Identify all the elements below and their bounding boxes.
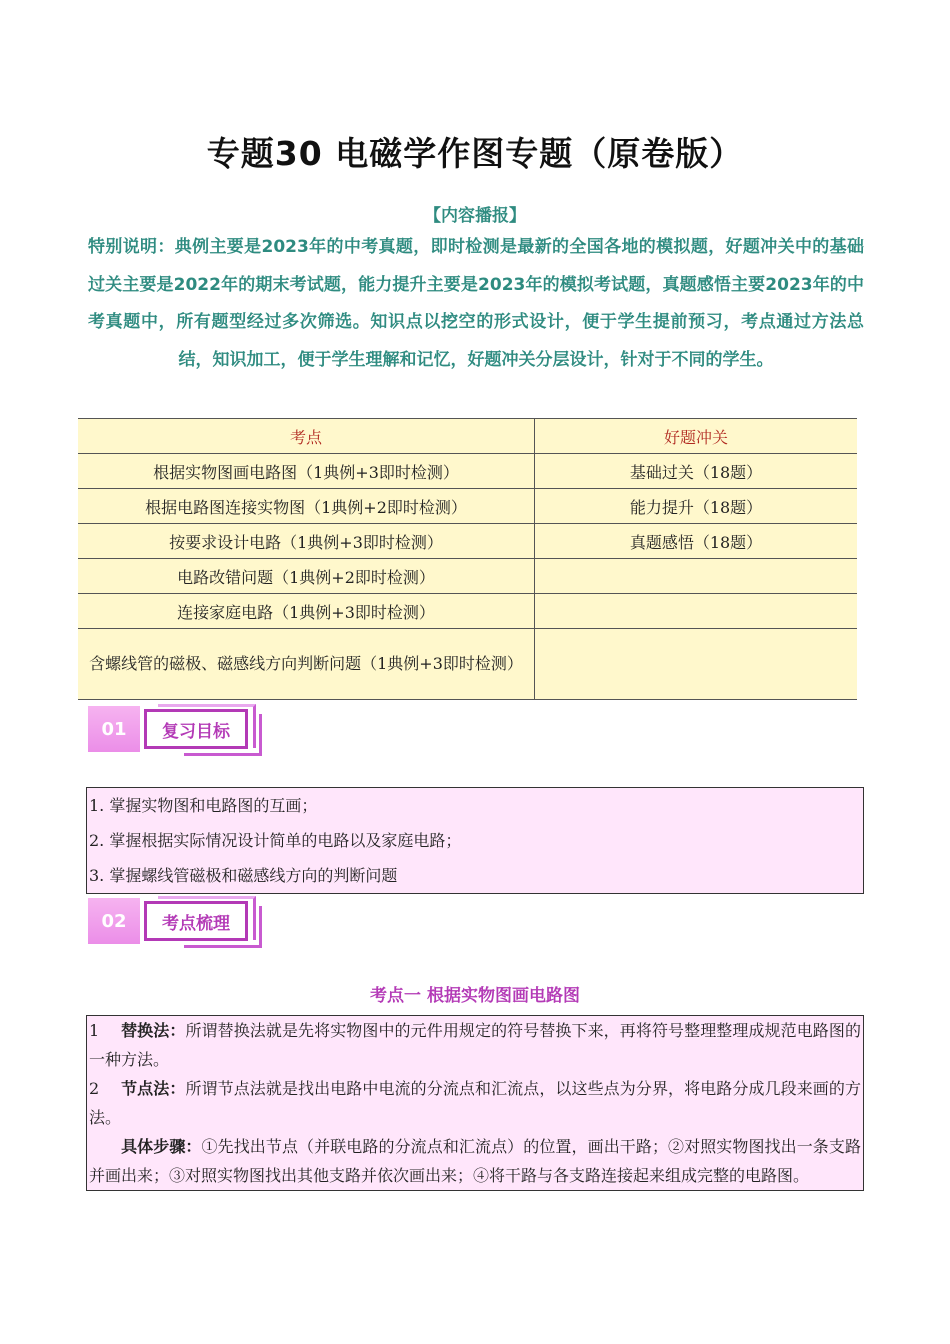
table-cell: 连接家庭电路（1典例+3即时检测） (78, 594, 535, 629)
method-item (89, 1016, 861, 1074)
table-row (78, 489, 857, 524)
page-title: 专题30 电磁学作图专题（原卷版） (206, 134, 744, 173)
method-text: 所谓节点法就是找出电路中电流的分流点和汇流点，以这些点为分界，将电路分成几段来画的方法。 (89, 1079, 861, 1127)
section-heading: 考点一 根据实物图画电路图 (370, 986, 580, 1006)
table-row (78, 454, 857, 489)
table-cell: 按要求设计电路（1典例+3即时检测） (78, 524, 535, 559)
method-item (89, 1132, 861, 1190)
table-row (78, 524, 857, 559)
intro-paragraph: 特别说明：典例主要是2023年的中考真题，即时检测是最新的全国各地的模拟题，好题冲关中的基础过关主要是2022年的期末考试题，能力提升主要是2023年的模拟考试题，真题感悟主要2023年的中考真题中，所有题型经过多次筛选。知识点以挖空的形式设计，便于学生提前预习，考点通过方法总结，知识加工，便于学生理解和记忆，好题冲关分层设计，针对于不同的学生。 (88, 237, 864, 370)
goal-item: 2. 掌握根据实际情况设计简单的电路以及家庭电路； (89, 831, 462, 850)
review-goals-box (86, 787, 864, 894)
method-term: 替换法： (121, 1021, 186, 1040)
table-cell (535, 559, 858, 594)
method-number: 2 (89, 1079, 100, 1098)
table-cell: 电路改错问题（1典例+2即时检测） (78, 559, 535, 594)
table-row (78, 559, 857, 594)
method-term: 节点法： (121, 1079, 186, 1098)
table-cell: 能力提升（18题） (535, 489, 858, 524)
overview-table (78, 418, 857, 700)
table-row (78, 594, 857, 629)
method-number: 1 (89, 1021, 100, 1040)
table-cell: 真题感悟（18题） (535, 524, 858, 559)
table-cell: 根据电路图连接实物图（1典例+2即时检测） (78, 489, 535, 524)
table-cell (535, 594, 858, 629)
table-cell: 含螺线管的磁极、磁感线方向判断问题（1典例+3即时检测） (78, 629, 535, 700)
method-term: 具体步骤： (121, 1137, 202, 1156)
table-row (78, 629, 857, 700)
content-broadcast-heading: 【内容播报】 (424, 206, 526, 226)
goal-item: 1. 掌握实物图和电路图的互画； (89, 796, 318, 815)
method-box (86, 1015, 864, 1191)
table-cell: 根据实物图画电路图（1典例+3即时检测） (78, 454, 535, 489)
section-badge-key-points (88, 896, 263, 948)
badge-number: 01 (88, 706, 140, 752)
badge-number: 02 (88, 898, 140, 944)
badge-label: 考点梳理 (144, 901, 248, 941)
table-header-practice: 好题冲关 (535, 419, 858, 454)
badge-label: 复习目标 (144, 709, 248, 749)
table-cell: 基础过关（18题） (535, 454, 858, 489)
method-item (89, 1074, 861, 1132)
method-text: ①先找出节点（并联电路的分流点和汇流点）的位置，画出干路；②对照实物图找出一条支路并画出来；③对照实物图找出其他支路并依次画出来；④将干路与各支路连接起来组成完整的电路图。 (89, 1137, 861, 1185)
goal-item: 3. 掌握螺线管磁极和磁感线方向的判断问题 (89, 866, 398, 885)
table-header-topic: 考点 (78, 419, 535, 454)
method-text: 所谓替换法就是先将实物图中的元件用规定的符号替换下来，再将符号整理整理成规范电路图的一种方法。 (89, 1021, 861, 1069)
table-cell (535, 629, 858, 700)
section-badge-review-goals (88, 704, 263, 756)
